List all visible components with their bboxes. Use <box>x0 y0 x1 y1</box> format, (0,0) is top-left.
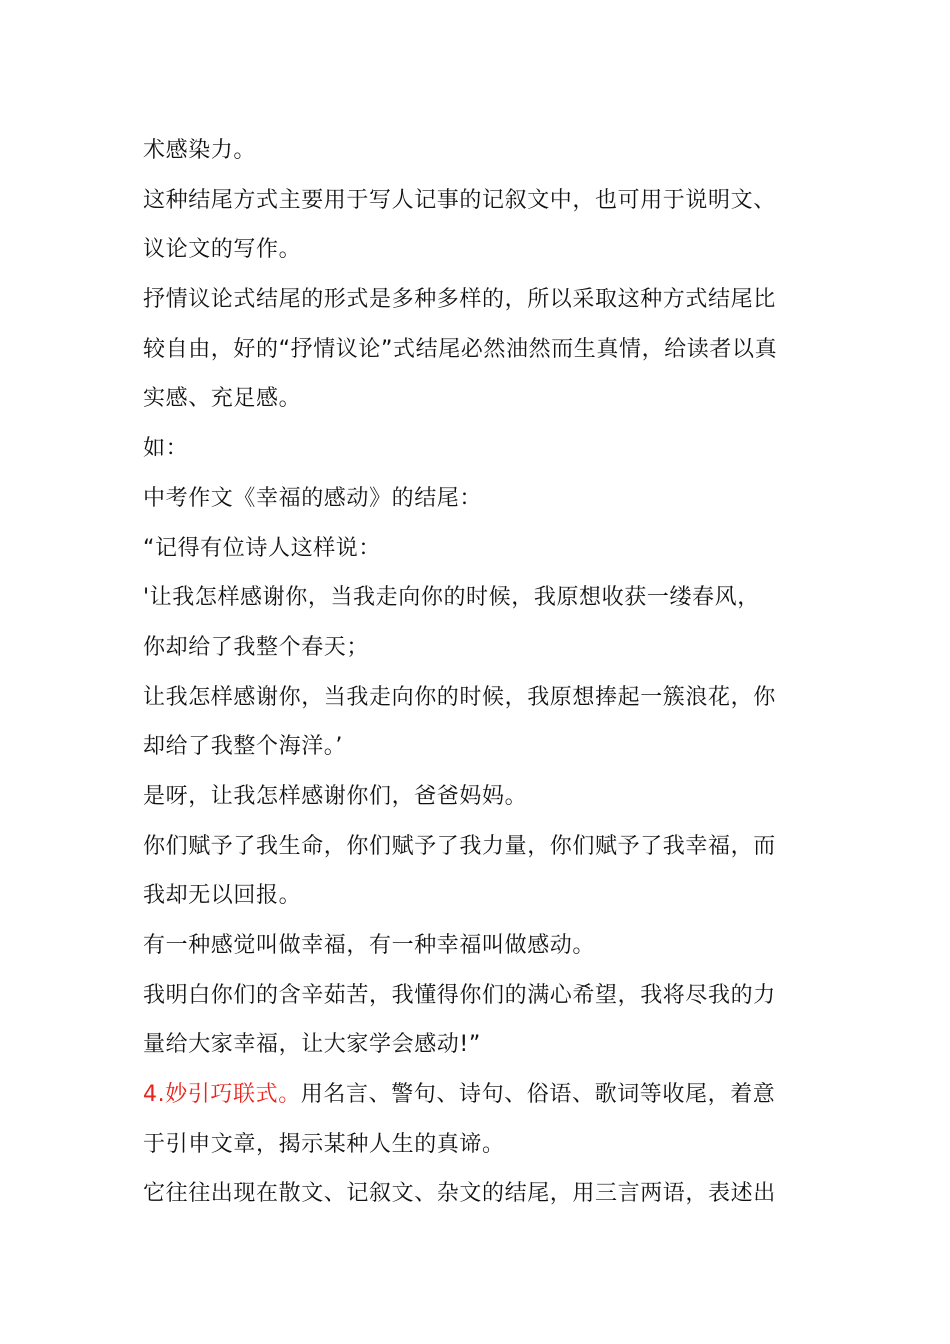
text-line: 抒情议论式结尾的形式是多种多样的，所以采取这种方式结尾比 <box>143 287 776 313</box>
text-line: 于引申文章，揭示某种人生的真谛。 <box>143 1131 505 1157</box>
text-line: 议论文的写作。 <box>143 237 302 263</box>
text-line: 术感染力。 <box>143 138 257 163</box>
text-line: 我明白你们的含辛茹苦，我懂得你们的满心希望，我将尽我的力 <box>143 982 776 1008</box>
text-line: “记得有位诗人这样说： <box>143 535 381 561</box>
text-line: 这种结尾方式主要用于写人记事的记叙文中，也可用于说明文、 <box>143 187 776 213</box>
text-line: 实感、充足感。 <box>143 386 302 412</box>
text-line: 让我怎样感谢你，当我走向你的时候，我原想捧起一簇浪花，你 <box>143 684 776 710</box>
text-line: 你们赋予了我生命，你们赋予了我力量，你们赋予了我幸福，而 <box>143 833 776 859</box>
text-line: 如： <box>143 436 189 462</box>
text-line: 它往往出现在散文、记叙文、杂文的结尾，用三言两语，表述出 <box>143 1181 776 1207</box>
text-line: 中考作文《幸福的感动》的结尾： <box>143 485 483 511</box>
text-line: 我却无以回报。 <box>143 883 302 909</box>
text-line: 量给大家幸福，让大家学会感动!” <box>143 1032 481 1058</box>
text-line-content: 用名言、警句、诗句、俗语、歌词等收尾，着意 <box>300 1082 776 1108</box>
text-line <box>143 1070 813 1120</box>
section-heading: 4.妙引巧联式。 <box>143 1082 301 1108</box>
text-line: 你却给了我整个春天； <box>143 634 370 660</box>
text-line: 却给了我整个海洋。’ <box>143 734 343 760</box>
text-line: '让我怎样感谢你，当我走向你的时候，我原想收获一缕春风， <box>143 585 760 611</box>
text-line: 是呀，让我怎样感谢你们，爸爸妈妈。 <box>143 783 528 809</box>
text-line: 有一种感觉叫做幸福，有一种幸福叫做感动。 <box>143 933 596 958</box>
document-body <box>143 126 813 1219</box>
text-line: 较自由，好的“抒情议论”式结尾必然油然而生真情，给读者以真 <box>143 336 778 362</box>
